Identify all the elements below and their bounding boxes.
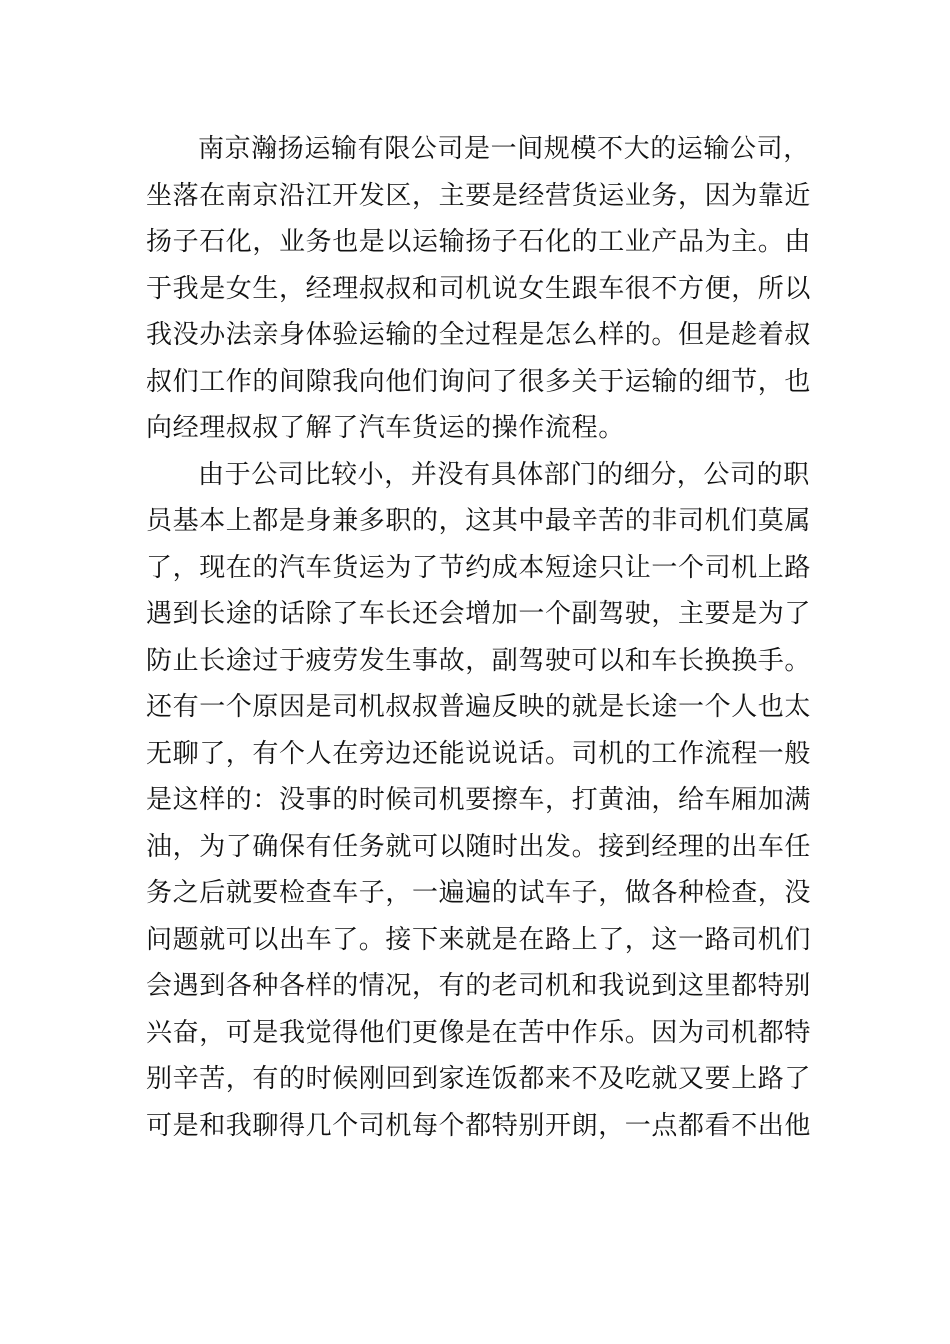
paragraph-1 (146, 126, 812, 452)
text-line: 会遇到各种各样的情况，有的老司机和我说到这里都特别 (146, 971, 812, 1001)
text-line: 务之后就要检查车子，一遍遍的试车子，做各种检查，没 (146, 878, 812, 908)
text-line: 于我是女生，经理叔叔和司机说女生跟车很不方便，所以 (146, 273, 812, 304)
text-line: 由于公司比较小，并没有具体部门的细分，公司的职 (198, 459, 810, 490)
text-line: 了，现在的汽车货运为了节约成本短途只让一个司机上路 (146, 552, 812, 583)
text-line: 油，为了确保有任务就可以随时出发。接到经理的出车任 (146, 831, 812, 862)
text-line: 向经理叔叔了解了汽车货运的操作流程。 (146, 413, 625, 443)
text-line: 扬子石化，业务也是以运输扬子石化的工业产品为主。由 (146, 227, 812, 257)
text-line: 兴奋，可是我觉得他们更像是在苦中作乐。因为司机都特 (146, 1017, 812, 1048)
body-text (146, 126, 812, 1149)
text-line: 坐落在南京沿江开发区，主要是经营货运业务，因为靠近 (146, 180, 812, 211)
text-line: 无聊了，有个人在旁边还能说说话。司机的工作流程一般 (146, 738, 812, 769)
text-line: 叔们工作的间隙我向他们询问了很多关于运输的细节，也 (146, 366, 812, 397)
text-line: 防止长途过于疲劳发生事故，副驾驶可以和车长换换手。 (146, 645, 812, 676)
text-line: 还有一个原因是司机叔叔普遍反映的就是长途一个人也太 (146, 692, 812, 722)
paragraph-2 (146, 452, 812, 1150)
text-line: 可是和我聊得几个司机每个都特别开朗，一点都看不出他 (146, 1110, 812, 1141)
text-line: 员基本上都是身兼多职的，这其中最辛苦的非司机们莫属 (146, 506, 812, 536)
text-line: 是这样的：没事的时候司机要擦车，打黄油，给车厢加满 (146, 785, 812, 815)
text-line: 问题就可以出车了。接下来就是在路上了，这一路司机们 (146, 924, 812, 955)
text-line: 我没办法亲身体验运输的全过程是怎么样的。但是趁着叔 (146, 320, 812, 350)
text-line: 遇到长途的话除了车长还会增加一个副驾驶，主要是为了 (146, 599, 812, 629)
text-line: 别辛苦，有的时候刚回到家连饭都来不及吃就又要上路了 (146, 1064, 812, 1094)
text-line: 南京瀚扬运输有限公司是一间规模不大的运输公司， (198, 134, 810, 164)
